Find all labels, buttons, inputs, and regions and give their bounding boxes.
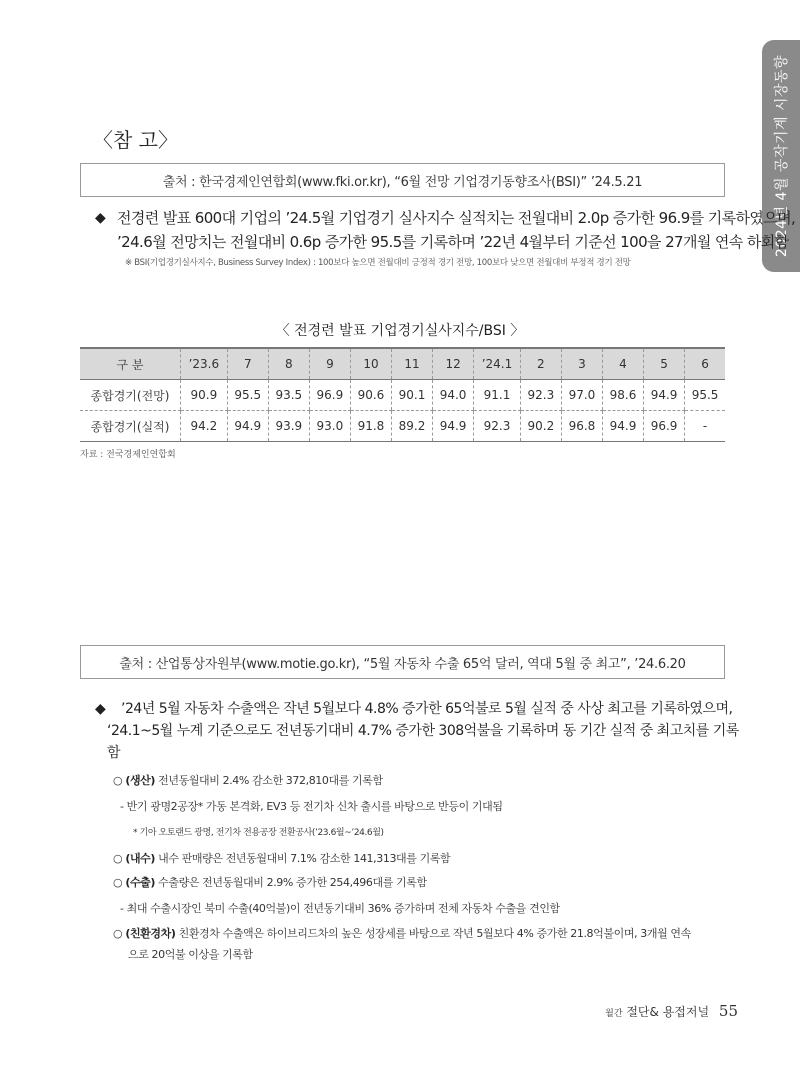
table-cell: 종합경기(실적) xyxy=(80,411,181,442)
table-cell: 90.1 xyxy=(391,380,432,411)
table-cell: 93.5 xyxy=(268,380,309,411)
item-export xyxy=(113,874,733,890)
table-header-cell: 9 xyxy=(309,348,350,380)
table-cell: 91.8 xyxy=(350,411,391,442)
table-cell: 92.3 xyxy=(474,411,521,442)
table-cell: 94.9 xyxy=(602,411,643,442)
table-cell: 96.8 xyxy=(561,411,602,442)
table-header-cell: 7 xyxy=(227,348,268,380)
item-export-detail: - 최대 수출시장인 북미 수출(40억불)이 전년동기대비 36% 증가하며 전체 자동차 수출을 견인함 xyxy=(120,902,560,915)
table-cell: 95.5 xyxy=(685,380,725,411)
circle-bullet-icon: ○ xyxy=(113,876,123,889)
table-cell: 89.2 xyxy=(391,411,432,442)
table-cell: 종합경기(전망) xyxy=(80,380,181,411)
item-production-detail: - 반기 광명2공장* 가동 본격화, EV3 등 전기차 신차 출시를 바탕으로 반등이 기대됨 xyxy=(120,800,503,813)
bullet-bsi xyxy=(95,206,796,268)
item-production xyxy=(113,772,733,788)
table-header-cell: 2 xyxy=(520,348,561,380)
side-tab-label: 2024년 4월 공작기계 시장동향 xyxy=(774,54,791,258)
table-header-cell: 5 xyxy=(644,348,685,380)
auto-export-line2: ‘24.1~5월 누계 기준으로도 전년동기대비 4.7% 증가한 308억불을 기록하며 동 기간 실적 중 최고치를 기록 xyxy=(107,723,739,739)
table-header-cell: 11 xyxy=(391,348,432,380)
diamond-bullet-icon: ◆ xyxy=(95,210,106,226)
item-eco-text-cont: 으로 20억불 이상을 기록함 xyxy=(128,948,253,961)
table-cell: 98.6 xyxy=(602,380,643,411)
table-cell: 97.0 xyxy=(561,380,602,411)
table-title: 〈 전경련 발표 기업경기실사지수/BSI 〉 xyxy=(275,323,525,339)
item-production-text: 전년동월대비 2.4% 감소한 372,810대를 기록함 xyxy=(158,774,383,787)
table-header-cell: 3 xyxy=(561,348,602,380)
item-eco-label: (친환경차) xyxy=(125,927,176,940)
table-cell: 94.9 xyxy=(644,380,685,411)
table-header-cell: 10 xyxy=(350,348,391,380)
bullet-bsi-line2: ’24.6월 전망치는 전월대비 0.6p 증가한 95.5를 기록하며 ’22년 4월부터 기준선 100을 27개월 연속 하회함 xyxy=(117,233,789,251)
table-cell: 94.9 xyxy=(227,411,268,442)
bullet-bsi-line1: 전경련 발표 600대 기업의 ’24.5월 기업경기 실사지수 실적치는 전월대비 2.0p 증가한 96.9를 기록하였으며, xyxy=(117,209,796,227)
footer-prefix: 월간 xyxy=(605,1009,623,1019)
item-export-label: (수출) xyxy=(125,876,156,889)
table-cell: 93.9 xyxy=(268,411,309,442)
item-domestic-label: (내수) xyxy=(125,852,156,865)
table-cell: 92.3 xyxy=(520,380,561,411)
page-number: 55 xyxy=(718,1002,738,1020)
table-row xyxy=(80,380,725,411)
table-cell: 96.9 xyxy=(644,411,685,442)
source-box-motie: 출처 : 산업통상자원부(www.motie.go.kr), “5월 자동차 수출 65억 달러, 역대 5월 중 최고”, ’24.6.20 xyxy=(80,645,725,679)
table-header-cell: 4 xyxy=(602,348,643,380)
item-eco xyxy=(113,925,733,941)
item-domestic-text: 내수 판매량은 전년동월대비 7.1% 감소한 141,313대를 기록함 xyxy=(158,852,451,865)
circle-bullet-icon: ○ xyxy=(113,774,123,787)
diamond-bullet-icon: ◆ xyxy=(95,701,106,717)
table-source-note: 자료 : 전국경제인연합회 xyxy=(80,450,176,460)
section-heading: 〈참 고〉 xyxy=(93,128,178,152)
item-production-label: (생산) xyxy=(125,774,156,787)
table-header-cell: ’23.6 xyxy=(181,348,228,380)
table-header-cell: 6 xyxy=(685,348,725,380)
table-header-cell: ’24.1 xyxy=(474,348,521,380)
bsi-table xyxy=(80,347,725,442)
item-export-text: 수출량은 전년동월대비 2.9% 증가한 254,496대를 기록함 xyxy=(158,876,427,889)
table-cell: 94.9 xyxy=(433,411,474,442)
table-cell: 90.9 xyxy=(181,380,228,411)
page-footer xyxy=(605,1002,738,1020)
circle-bullet-icon: ○ xyxy=(113,852,123,865)
table-cell: 94.2 xyxy=(181,411,228,442)
table-cell: 94.0 xyxy=(433,380,474,411)
table-cell: - xyxy=(685,411,725,442)
item-eco-text: 친환경차 수출액은 하이브리드차의 높은 성장세를 바탕으로 작년 5월보다 4% 증가한 21.8억불이며, 3개월 연속 xyxy=(178,927,691,940)
table-header-cell: 구 분 xyxy=(80,348,181,380)
circle-bullet-icon: ○ xyxy=(113,927,123,940)
table-cell: 90.6 xyxy=(350,380,391,411)
table-cell: 95.5 xyxy=(227,380,268,411)
table-cell: 91.1 xyxy=(474,380,521,411)
bsi-note: ※ BSI(기업경기실사지수, Business Survey Index) : 100보다 높으면 전월대비 긍정적 경기 전망, 100보다 낮으면 전월대비 부정적 경기 전망 xyxy=(125,258,631,268)
table-header-row xyxy=(80,348,725,380)
table-cell: 90.2 xyxy=(520,411,561,442)
table-cell: 96.9 xyxy=(309,380,350,411)
table-header-cell: 8 xyxy=(268,348,309,380)
table-cell: 93.0 xyxy=(309,411,350,442)
table-row xyxy=(80,411,725,442)
footer-magazine: 절단& 용접저널 xyxy=(626,1005,710,1019)
auto-export-line1: ’24년 5월 자동차 수출액은 작년 5월보다 4.8% 증가한 65억불로 5월 실적 중 사상 최고를 기록하였으며, xyxy=(121,701,733,717)
item-production-footnote: * 기아 오토랜드 광명, 전기차 전용공장 전환공사(’23.6월~’24.6월) xyxy=(133,828,384,838)
bullet-auto-export xyxy=(95,698,739,764)
table-header-cell: 12 xyxy=(433,348,474,380)
item-domestic xyxy=(113,850,733,866)
source-box-fki: 출처 : 한국경제인연합회(www.fki.or.kr), “6월 전망 기업경기동향조사(BSI)” ’24.5.21 xyxy=(80,163,725,197)
auto-export-line3: 함 xyxy=(107,745,121,761)
